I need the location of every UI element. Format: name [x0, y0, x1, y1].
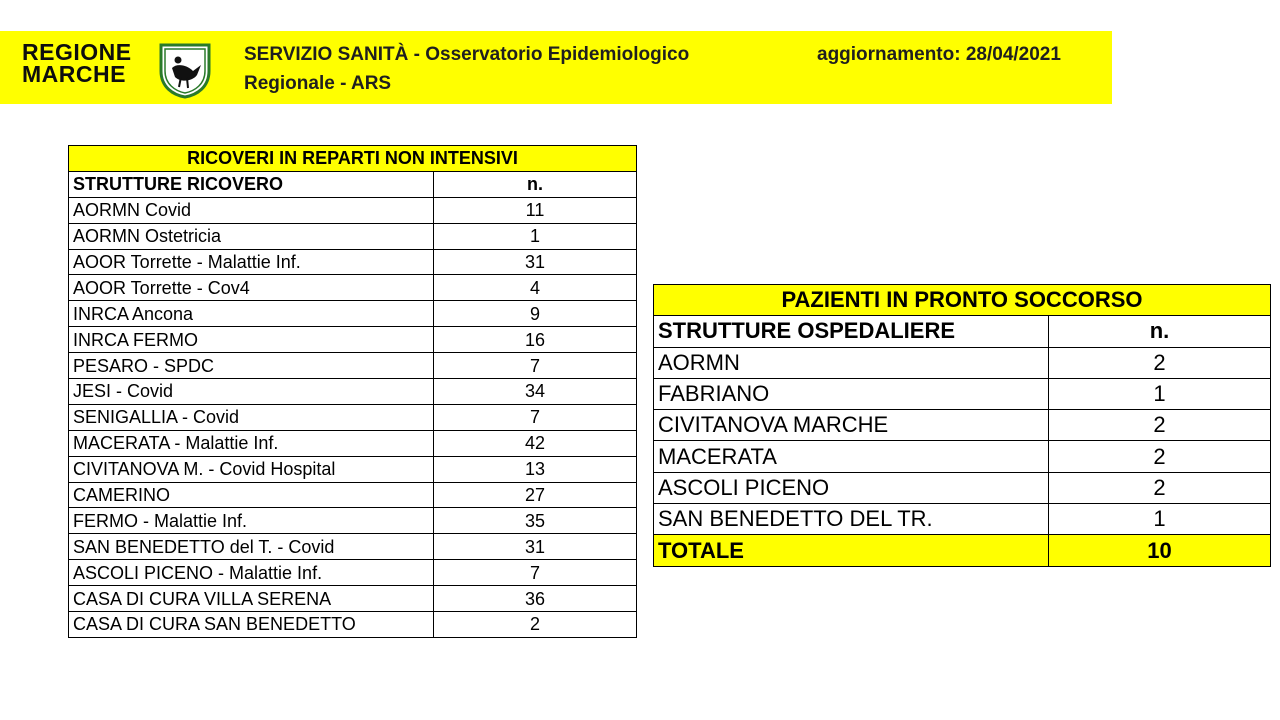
pronto-soccorso-name-cell: CIVITANOVA MARCHE: [654, 410, 1049, 441]
pronto-soccorso-name-cell: AORMN: [654, 347, 1049, 378]
ricoveri-name-cell: AOOR Torrette - Cov4: [69, 275, 434, 301]
region-logo-text: [22, 41, 132, 85]
ricoveri-name-cell: INRCA Ancona: [69, 301, 434, 327]
table-row: [69, 508, 637, 534]
ricoveri-name-cell: AORMN Ostetricia: [69, 223, 434, 249]
ricoveri-name-cell: FERMO - Malattie Inf.: [69, 508, 434, 534]
table-row: [69, 275, 637, 301]
table-row: [69, 327, 637, 353]
ricoveri-name-cell: CIVITANOVA M. - Covid Hospital: [69, 456, 434, 482]
table-row: [69, 379, 637, 405]
ricoveri-count-cell: 7: [434, 560, 637, 586]
ricoveri-count-cell: 42: [434, 430, 637, 456]
ricoveri-col-name: STRUTTURE RICOVERO: [69, 171, 434, 197]
pronto-soccorso-name-cell: MACERATA: [654, 441, 1049, 472]
table-row: [69, 197, 637, 223]
ricoveri-count-cell: 13: [434, 456, 637, 482]
region-emblem-icon: [157, 41, 213, 99]
ricoveri-count-cell: 31: [434, 534, 637, 560]
table-row: [654, 441, 1271, 472]
ricoveri-title: RICOVERI IN REPARTI NON INTENSIVI: [69, 146, 637, 172]
ricoveri-name-cell: INRCA FERMO: [69, 327, 434, 353]
table-row: [69, 223, 637, 249]
pronto-soccorso-table: [653, 284, 1271, 567]
table-row: [69, 430, 637, 456]
pronto-soccorso-title: PAZIENTI IN PRONTO SOCCORSO: [654, 285, 1271, 316]
service-title: [244, 40, 689, 98]
ricoveri-count-cell: 2: [434, 612, 637, 638]
ricoveri-col-n: n.: [434, 171, 637, 197]
ricoveri-table: [68, 145, 637, 638]
update-date: aggiornamento: 28/04/2021: [817, 44, 1061, 65]
pronto-soccorso-name-cell: FABRIANO: [654, 378, 1049, 409]
table-row: [69, 534, 637, 560]
table-row: [654, 504, 1271, 535]
ricoveri-name-cell: SAN BENEDETTO del T. - Covid: [69, 534, 434, 560]
pronto-soccorso-count-cell: 2: [1049, 441, 1271, 472]
ricoveri-count-cell: 11: [434, 197, 637, 223]
pronto-soccorso-count-cell: 1: [1049, 378, 1271, 409]
header-banner: [0, 31, 1112, 104]
service-title-line-2: Regionale - ARS: [244, 73, 392, 94]
ricoveri-name-cell: SENIGALLIA - Covid: [69, 404, 434, 430]
total-value: 10: [1049, 535, 1271, 566]
pronto-soccorso-count-cell: 2: [1049, 410, 1271, 441]
table-row: [654, 378, 1271, 409]
service-title-line-1: SERVIZIO SANITÀ - Osservatorio Epidemiologico: [244, 44, 690, 65]
ricoveri-name-cell: JESI - Covid: [69, 379, 434, 405]
ricoveri-name-cell: CAMERINO: [69, 482, 434, 508]
table-row: [654, 347, 1271, 378]
pronto-soccorso-count-cell: 2: [1049, 472, 1271, 503]
pronto-soccorso-col-n: n.: [1049, 316, 1271, 347]
ricoveri-name-cell: AORMN Covid: [69, 197, 434, 223]
total-label: TOTALE: [654, 535, 1049, 566]
ricoveri-name-cell: AOOR Torrette - Malattie Inf.: [69, 249, 434, 275]
table-row: [654, 410, 1271, 441]
ricoveri-name-cell: ASCOLI PICENO - Malattie Inf.: [69, 560, 434, 586]
table-row: [69, 353, 637, 379]
pronto-soccorso-name-cell: SAN BENEDETTO DEL TR.: [654, 504, 1049, 535]
table-row: [69, 482, 637, 508]
ricoveri-count-cell: 35: [434, 508, 637, 534]
ricoveri-name-cell: PESARO - SPDC: [69, 353, 434, 379]
pronto-soccorso-col-name: STRUTTURE OSPEDALIERE: [654, 316, 1049, 347]
total-row: [654, 535, 1271, 566]
ricoveri-count-cell: 31: [434, 249, 637, 275]
ricoveri-name-cell: CASA DI CURA VILLA SERENA: [69, 586, 434, 612]
pronto-soccorso-count-cell: 2: [1049, 347, 1271, 378]
logo-line-2: MARCHE: [22, 61, 126, 87]
ricoveri-count-cell: 7: [434, 404, 637, 430]
ricoveri-name-cell: MACERATA - Malattie Inf.: [69, 430, 434, 456]
ricoveri-count-cell: 7: [434, 353, 637, 379]
logo-line-1: REGIONE: [22, 39, 132, 65]
pronto-soccorso-name-cell: ASCOLI PICENO: [654, 472, 1049, 503]
pronto-soccorso-count-cell: 1: [1049, 504, 1271, 535]
ricoveri-count-cell: 34: [434, 379, 637, 405]
ricoveri-count-cell: 1: [434, 223, 637, 249]
table-row: [69, 301, 637, 327]
ricoveri-count-cell: 16: [434, 327, 637, 353]
table-row: [69, 586, 637, 612]
table-row: [69, 249, 637, 275]
table-row: [69, 560, 637, 586]
table-row: [69, 404, 637, 430]
table-row: [654, 472, 1271, 503]
table-row: [69, 456, 637, 482]
table-row: [69, 612, 637, 638]
ricoveri-count-cell: 4: [434, 275, 637, 301]
ricoveri-count-cell: 36: [434, 586, 637, 612]
ricoveri-count-cell: 9: [434, 301, 637, 327]
ricoveri-count-cell: 27: [434, 482, 637, 508]
ricoveri-name-cell: CASA DI CURA SAN BENEDETTO: [69, 612, 434, 638]
